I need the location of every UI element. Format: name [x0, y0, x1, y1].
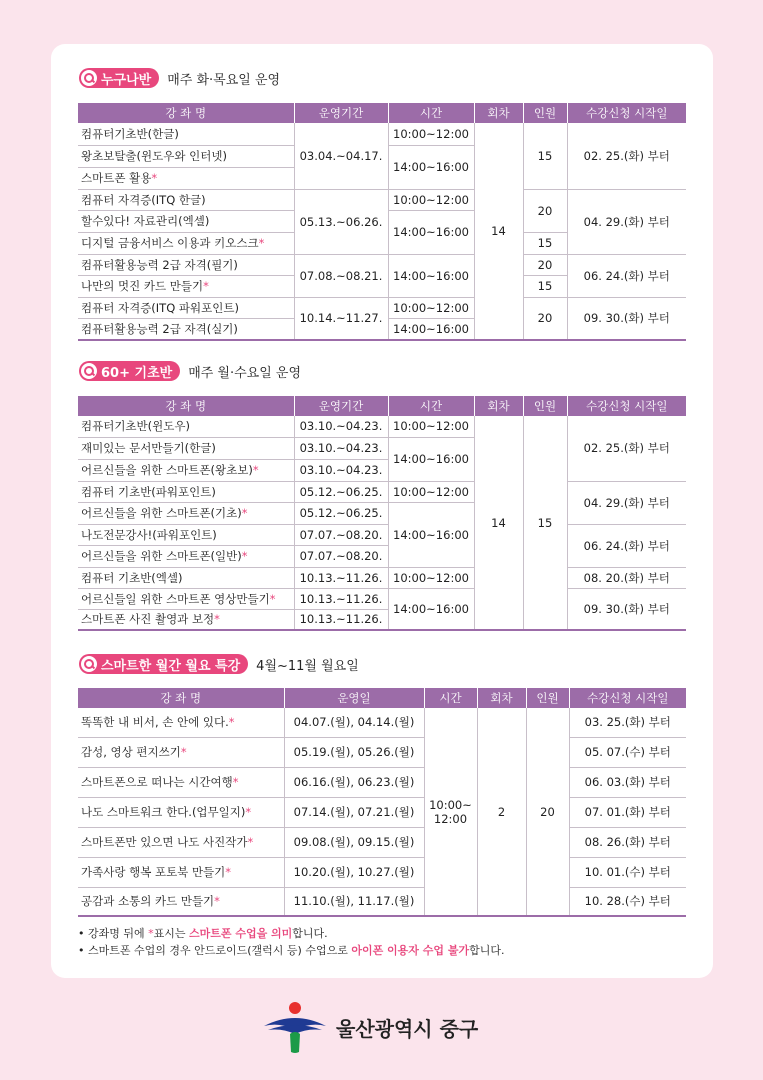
table-row	[78, 797, 686, 827]
col-header-people: 인원	[523, 396, 567, 416]
dates: 07.14.(월), 07.21.(월)	[284, 797, 424, 827]
period: 03.10.~04.23.	[294, 437, 388, 459]
course-name: 스마트폰 활용*	[78, 167, 294, 189]
time: 10:00~12:00	[388, 416, 474, 437]
notes	[78, 925, 504, 959]
course-name: 컴퓨터 자격증(ITQ 한글)	[78, 189, 294, 210]
course-name: 컴퓨터활용능력 2급 자격(실기)	[78, 318, 294, 340]
col-header-sessions: 회차	[477, 688, 526, 708]
time: 14:00~16:00	[388, 254, 474, 297]
smartphone-star: *	[151, 171, 158, 185]
smartphone-star: *	[252, 463, 259, 477]
time: 10:00~12:00	[388, 297, 474, 318]
col-header-name: 강 좌 명	[78, 688, 284, 708]
time: 10:00~12:00	[388, 189, 474, 210]
col-header-people: 인원	[526, 688, 569, 708]
course-name: 재미있는 문서만들기(한글)	[78, 437, 294, 459]
time: 14:00~16:00	[388, 588, 474, 630]
course-name: 컴퓨터기초반(한글)	[78, 123, 294, 145]
smartphone-star: *	[180, 745, 187, 759]
dates: 06.16.(월), 06.23.(월)	[284, 767, 424, 797]
start-date: 04. 29.(화) 부터	[567, 189, 686, 254]
table-row	[78, 887, 686, 916]
smartphone-star: *	[247, 835, 254, 849]
start-date: 09. 30.(화) 부터	[567, 588, 686, 630]
course-name: 나도전문강사!(파워포인트)	[78, 524, 294, 545]
time: 10:00~ 12:00	[424, 708, 477, 916]
start-date: 08. 20.(화) 부터	[567, 567, 686, 588]
logo-text: 울산광역시 중구	[336, 1016, 479, 1041]
col-header-time: 시간	[424, 688, 477, 708]
col-header-start: 수강신청 시작일	[567, 396, 686, 416]
course-name: 스마트폰만 있으면 나도 사진작가*	[78, 827, 284, 857]
course-name: 스마트폰으로 떠나는 시간여행*	[78, 767, 284, 797]
course-name: 나만의 멋진 카드 만들기*	[78, 275, 294, 297]
start-date: 06. 24.(화) 부터	[567, 524, 686, 567]
course-name: 나도 스마트워크 한다.(업무일지)*	[78, 797, 284, 827]
time: 10:00~12:00	[388, 567, 474, 588]
start-date: 03. 25.(화) 부터	[569, 708, 686, 737]
smartphone-star: *	[225, 865, 232, 879]
start-date: 06. 24.(화) 부터	[567, 254, 686, 297]
col-header-people: 인원	[523, 103, 567, 123]
course-name: 어르신들을 위한 스마트폰(왕초보)*	[78, 459, 294, 481]
people: 20	[523, 189, 567, 232]
col-header-start: 수강신청 시작일	[569, 688, 686, 708]
period: 05.12.~06.25.	[294, 481, 388, 502]
smartphone-star: *	[214, 612, 220, 627]
col-header-time: 시간	[388, 396, 474, 416]
course-name: 가족사랑 행복 포토북 만들기*	[78, 857, 284, 887]
section-subtitle: 매주 월·수요일 운영	[188, 365, 302, 381]
course-name: 컴퓨터기초반(윈도우)	[78, 416, 294, 437]
course-name: 어르신들을 위한 스마트폰(일반)*	[78, 545, 294, 567]
table-everyone	[78, 103, 686, 341]
period: 05.12.~06.25.	[294, 502, 388, 524]
people: 15	[523, 416, 567, 630]
course-name: 컴퓨터활용능력 2급 자격(필기)	[78, 254, 294, 275]
table-row	[78, 737, 686, 767]
start-date: 10. 01.(수) 부터	[569, 857, 686, 887]
section-badge: 스마트한 월간 월요 특강	[79, 654, 248, 674]
start-date: 02. 25.(화) 부터	[567, 123, 686, 189]
period: 07.08.~08.21.	[294, 254, 388, 297]
sessions: 2	[477, 708, 526, 916]
period: 10.13.~11.26.	[294, 567, 388, 588]
period: 03.10.~04.23.	[294, 416, 388, 437]
period: 03.10.~04.23.	[294, 459, 388, 481]
dates: 10.20.(월), 10.27.(월)	[284, 857, 424, 887]
course-name: 어르신들일 위한 스마트폰 영상만들기*	[78, 588, 294, 609]
course-name: 할수있다! 자료관리(엑셀)	[78, 210, 294, 232]
course-name: 스마트폰 사진 촬영과 보정*	[78, 609, 294, 630]
start-date: 07. 01.(화) 부터	[569, 797, 686, 827]
dates: 09.08.(월), 09.15.(월)	[284, 827, 424, 857]
search-icon	[81, 363, 97, 379]
start-date: 09. 30.(화) 부터	[567, 297, 686, 340]
table-60plus	[78, 396, 686, 631]
time: 14:00~16:00	[388, 437, 474, 481]
smartphone-star: *	[203, 279, 209, 293]
section-badge: 60+ 기초반	[79, 361, 180, 381]
col-header-sessions: 회차	[474, 396, 523, 416]
note-smartphone-mark: • 강좌명 뒤에 *표시는 스마트폰 수업을 의미합니다.	[78, 927, 328, 940]
period: 07.07.~08.20.	[294, 545, 388, 567]
col-header-dates: 운영일	[284, 688, 424, 708]
smartphone-star: *	[228, 715, 235, 730]
time: 10:00~12:00	[388, 123, 474, 145]
dates: 05.19.(월), 05.26.(월)	[284, 737, 424, 767]
search-icon	[81, 656, 97, 672]
section-header-everyone	[79, 67, 280, 89]
section-header-60plus	[79, 360, 301, 382]
col-header-time: 시간	[388, 103, 474, 123]
table-row	[78, 857, 686, 887]
table-row	[78, 827, 686, 857]
table-row	[78, 767, 686, 797]
course-name: 컴퓨터 기초반(엑셀)	[78, 567, 294, 588]
smartphone-star: *	[241, 549, 248, 563]
period: 05.13.~06.26.	[294, 189, 388, 254]
course-name: 디지털 금융서비스 이용과 키오스크*	[78, 232, 294, 254]
col-header-name: 강 좌 명	[78, 396, 294, 416]
start-date: 06. 03.(화) 부터	[569, 767, 686, 797]
course-name: 똑똑한 내 비서, 손 안에 있다.*	[78, 708, 284, 737]
period: 10.13.~11.26.	[294, 588, 388, 609]
course-name: 어르신들을 위한 스마트폰(기초)*	[78, 502, 294, 524]
table-row	[78, 708, 686, 737]
smartphone-star: *	[269, 591, 276, 606]
period: 03.04.~04.17.	[294, 123, 388, 189]
section-subtitle: 매주 화·목요일 운영	[167, 72, 281, 88]
period: 10.14.~11.27.	[294, 297, 388, 340]
start-date: 10. 28.(수) 부터	[569, 887, 686, 916]
smartphone-star: *	[232, 775, 239, 789]
time: 14:00~16:00	[388, 210, 474, 254]
time: 14:00~16:00	[388, 502, 474, 567]
sessions: 14	[474, 416, 523, 630]
search-icon	[81, 70, 97, 86]
col-header-sessions: 회차	[474, 103, 523, 123]
course-name: 감성, 영상 편지쓰기*	[78, 737, 284, 767]
people: 20	[526, 708, 569, 916]
start-date: 08. 26.(화) 부터	[569, 827, 686, 857]
section-badge: 누구나반	[79, 68, 159, 88]
period: 10.13.~11.26.	[294, 609, 388, 630]
smartphone-star: *	[258, 236, 265, 250]
ulsan-junggu-logo	[262, 1000, 478, 1054]
section-header-monday-special	[79, 653, 359, 675]
sessions: 14	[474, 123, 523, 340]
table-monday-special	[78, 688, 686, 917]
time: 14:00~16:00	[388, 145, 474, 189]
col-header-period: 운영기간	[294, 396, 388, 416]
people: 20	[523, 297, 567, 340]
start-date: 04. 29.(화) 부터	[567, 481, 686, 524]
smartphone-star: *	[214, 894, 220, 909]
col-header-period: 운영기간	[294, 103, 388, 123]
col-header-start: 수강신청 시작일	[567, 103, 686, 123]
smartphone-star: *	[241, 506, 248, 520]
start-date: 05. 07.(수) 부터	[569, 737, 686, 767]
people: 20	[523, 254, 567, 275]
time: 10:00~12:00	[388, 481, 474, 502]
course-name: 왕초보탈출(윈도우와 인터넷)	[78, 145, 294, 167]
section-subtitle: 4월~11월 월요일	[256, 658, 359, 674]
note-iphone: • 스마트폰 수업의 경우 안드로이드(갤럭시 등) 수업으로 아이폰 이용자 수업 불가합니다.	[78, 944, 505, 957]
dates: 11.10.(월), 11.17.(월)	[284, 887, 424, 916]
emblem-icon	[262, 1000, 328, 1054]
people: 15	[523, 123, 567, 189]
people: 15	[523, 232, 567, 254]
col-header-name: 강 좌 명	[78, 103, 294, 123]
smartphone-star: *	[245, 805, 252, 819]
period: 07.07.~08.20.	[294, 524, 388, 545]
course-name: 공감과 소통의 카드 만들기*	[78, 887, 284, 916]
people: 15	[523, 275, 567, 297]
dates: 04.07.(월), 04.14.(월)	[284, 708, 424, 737]
start-date: 02. 25.(화) 부터	[567, 416, 686, 481]
course-name: 컴퓨터 기초반(파워포인트)	[78, 481, 294, 502]
time: 14:00~16:00	[388, 318, 474, 340]
course-name: 컴퓨터 자격증(ITQ 파워포인트)	[78, 297, 294, 318]
